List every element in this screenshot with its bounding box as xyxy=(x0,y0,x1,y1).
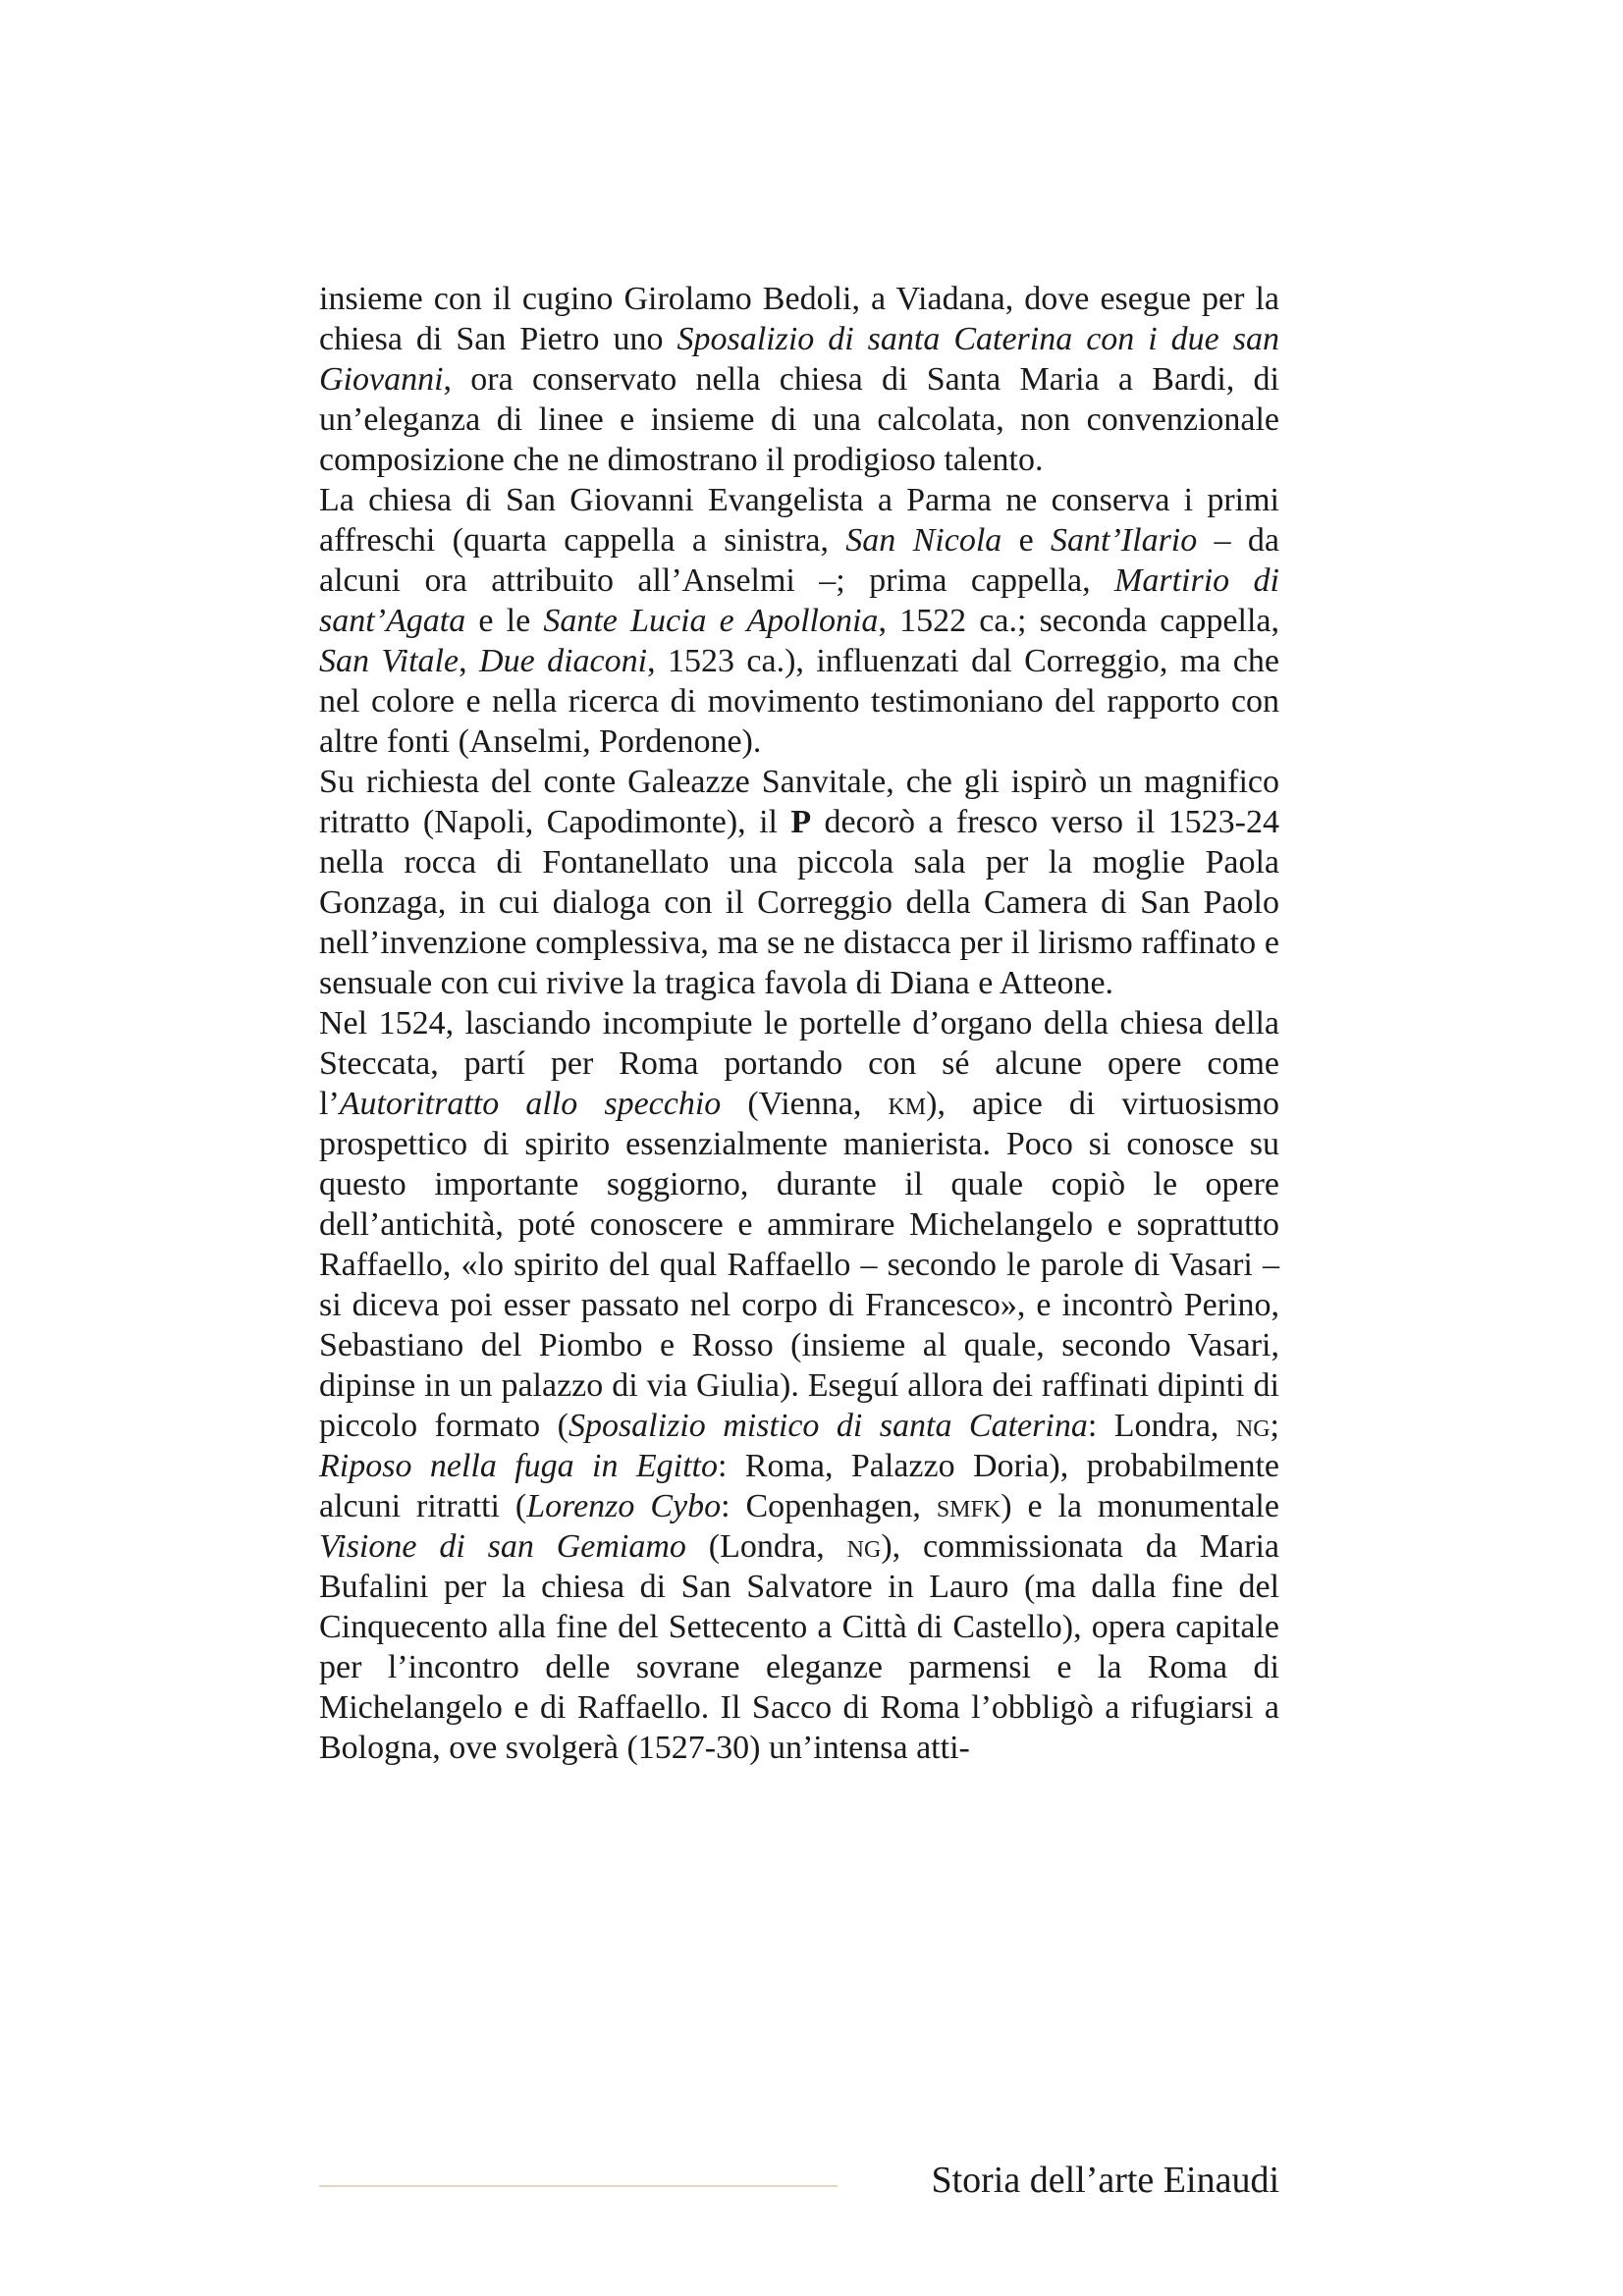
small-caps-run: ng xyxy=(1235,1408,1271,1444)
footer-rule xyxy=(319,2185,838,2187)
italic-run: Sposalizio mistico di santa Caterina xyxy=(568,1408,1088,1444)
italic-run: Sant’Ilario xyxy=(1051,522,1198,559)
footer-title: Storia dell’arte Einaudi xyxy=(931,2160,1279,2201)
italic-run: Riposo nella fuga in Egitto xyxy=(319,1448,718,1484)
paragraph xyxy=(319,1003,1279,1768)
text-run: , 1523 ca.), influenzati dal Correggio, ma che nel colore e nella ricerca di movimento testimoniano del rapporto con altre fonti (Anselmi, Pordenone). xyxy=(319,643,1279,760)
text-run: decorò a fresco verso il 1523-24 nella rocca di Fontanellato una piccola sala per la moglie Paola Gonzaga, in cui dialoga con il Correggio della Camera di San Paolo nell’invenzione complessiva, ma se ne distacca per il lirismo raffinato e sensuale con cui rivive la tragica favola di Diana e Atteone. xyxy=(319,804,1279,1001)
text-run: Su richiesta del conte Galeazze Sanvitale, che gli ispirò un magnifico ritratto (Napoli, Capodimonte), il xyxy=(319,764,1279,840)
italic-run: Autoritratto allo specchio xyxy=(339,1086,722,1122)
text-run: (Vienna, xyxy=(721,1086,889,1122)
text-run: ), commissionata da Maria Bufalini per la chiesa di San Salvatore in Lauro (ma dalla fine del Cinquecento alla fine del Settecento a Città di Castello), opera capitale per l’incontro delle sovrane eleganze parmensi e la Roma di Michelangelo e di Raffaello. Il Sacco di Roma l’obbligò a rifugiarsi a Bologna, ove svolgerà (1527-30) un’intensa atti- xyxy=(319,1528,1279,1766)
italic-run: Lorenzo Cybo xyxy=(526,1488,722,1524)
text-run: , ora conservato nella chiesa di Santa Maria a Bardi, di un’eleganza di linee e insieme di una calcolata, non convenzionale composizione che ne dimostrano il prodigioso talento. xyxy=(319,361,1279,478)
paragraph xyxy=(319,480,1279,762)
paragraph xyxy=(319,279,1279,480)
text-run: La chiesa di San Giovanni Evangelista a Parma ne conserva i primi affreschi (quarta cappella a sinistra, xyxy=(319,482,1279,559)
italic-run: Sposalizio di santa Caterina con i due san Giovanni xyxy=(319,321,1279,398)
italic-run: San Vitale xyxy=(319,643,460,679)
text-run: , xyxy=(459,643,480,679)
text-run: – da alcuni ora attribuito all’Anselmi –; prima cappella, xyxy=(319,522,1279,599)
italic-run: Martirio di sant’Agata xyxy=(319,562,1279,639)
italic-run: Sante Lucia e Apollonia xyxy=(543,603,879,639)
bold-run: P xyxy=(790,804,812,840)
text-run: : Copenhagen, xyxy=(721,1488,937,1524)
text-run: insieme con il cugino Girolamo Bedoli, a Viadana, dove esegue per la chiesa di San Pietro uno xyxy=(319,281,1279,357)
small-caps-run: km xyxy=(888,1086,927,1122)
paragraph xyxy=(319,762,1279,1003)
text-run: ), apice di virtuosismo prospettico di spirito essenzialmente manierista. Poco si conosce su questo importante soggiorno, durante il quale copiò le opere dell’antichità, poté conoscere e ammirare Michelangelo e soprattutto Raffaello, «lo spirito del qual Raffaello – secondo le parole di Vasari – si diceva poi esser passato nel corpo di Francesco», e incontrò Perino, Sebastiano del Piombo e Rosso (insieme al quale, secondo Vasari, dipinse in un palazzo di via Giulia). Eseguí allora dei raffinati dipinti di piccolo formato ( xyxy=(319,1086,1279,1444)
text-run: Nel 1524, lasciando incompiute le portelle d’organo della chiesa della Steccata, partí per Roma portando con sé alcune opere come l’ xyxy=(319,1005,1279,1122)
text-run: : Roma, Palazzo Doria), probabilmente alcuni ritratti ( xyxy=(319,1448,1279,1524)
text-run: , 1522 ca.; seconda cappella, xyxy=(878,603,1279,639)
small-caps-run: ng xyxy=(846,1528,882,1565)
italic-run: San Nicola xyxy=(845,522,1002,559)
text-run: ) e la monumentale xyxy=(1001,1488,1279,1524)
text-run: : Londra, xyxy=(1087,1408,1236,1444)
text-run: ; xyxy=(1270,1408,1279,1444)
text-run: e xyxy=(1001,522,1052,559)
small-caps-run: smfk xyxy=(936,1488,1001,1524)
italic-run: Due diaconi xyxy=(479,643,648,679)
italic-run: Visione di san Gemiamo xyxy=(319,1528,686,1565)
body-text xyxy=(319,279,1279,1768)
text-run: e le xyxy=(465,603,544,639)
text-run: (Londra, xyxy=(685,1528,847,1565)
